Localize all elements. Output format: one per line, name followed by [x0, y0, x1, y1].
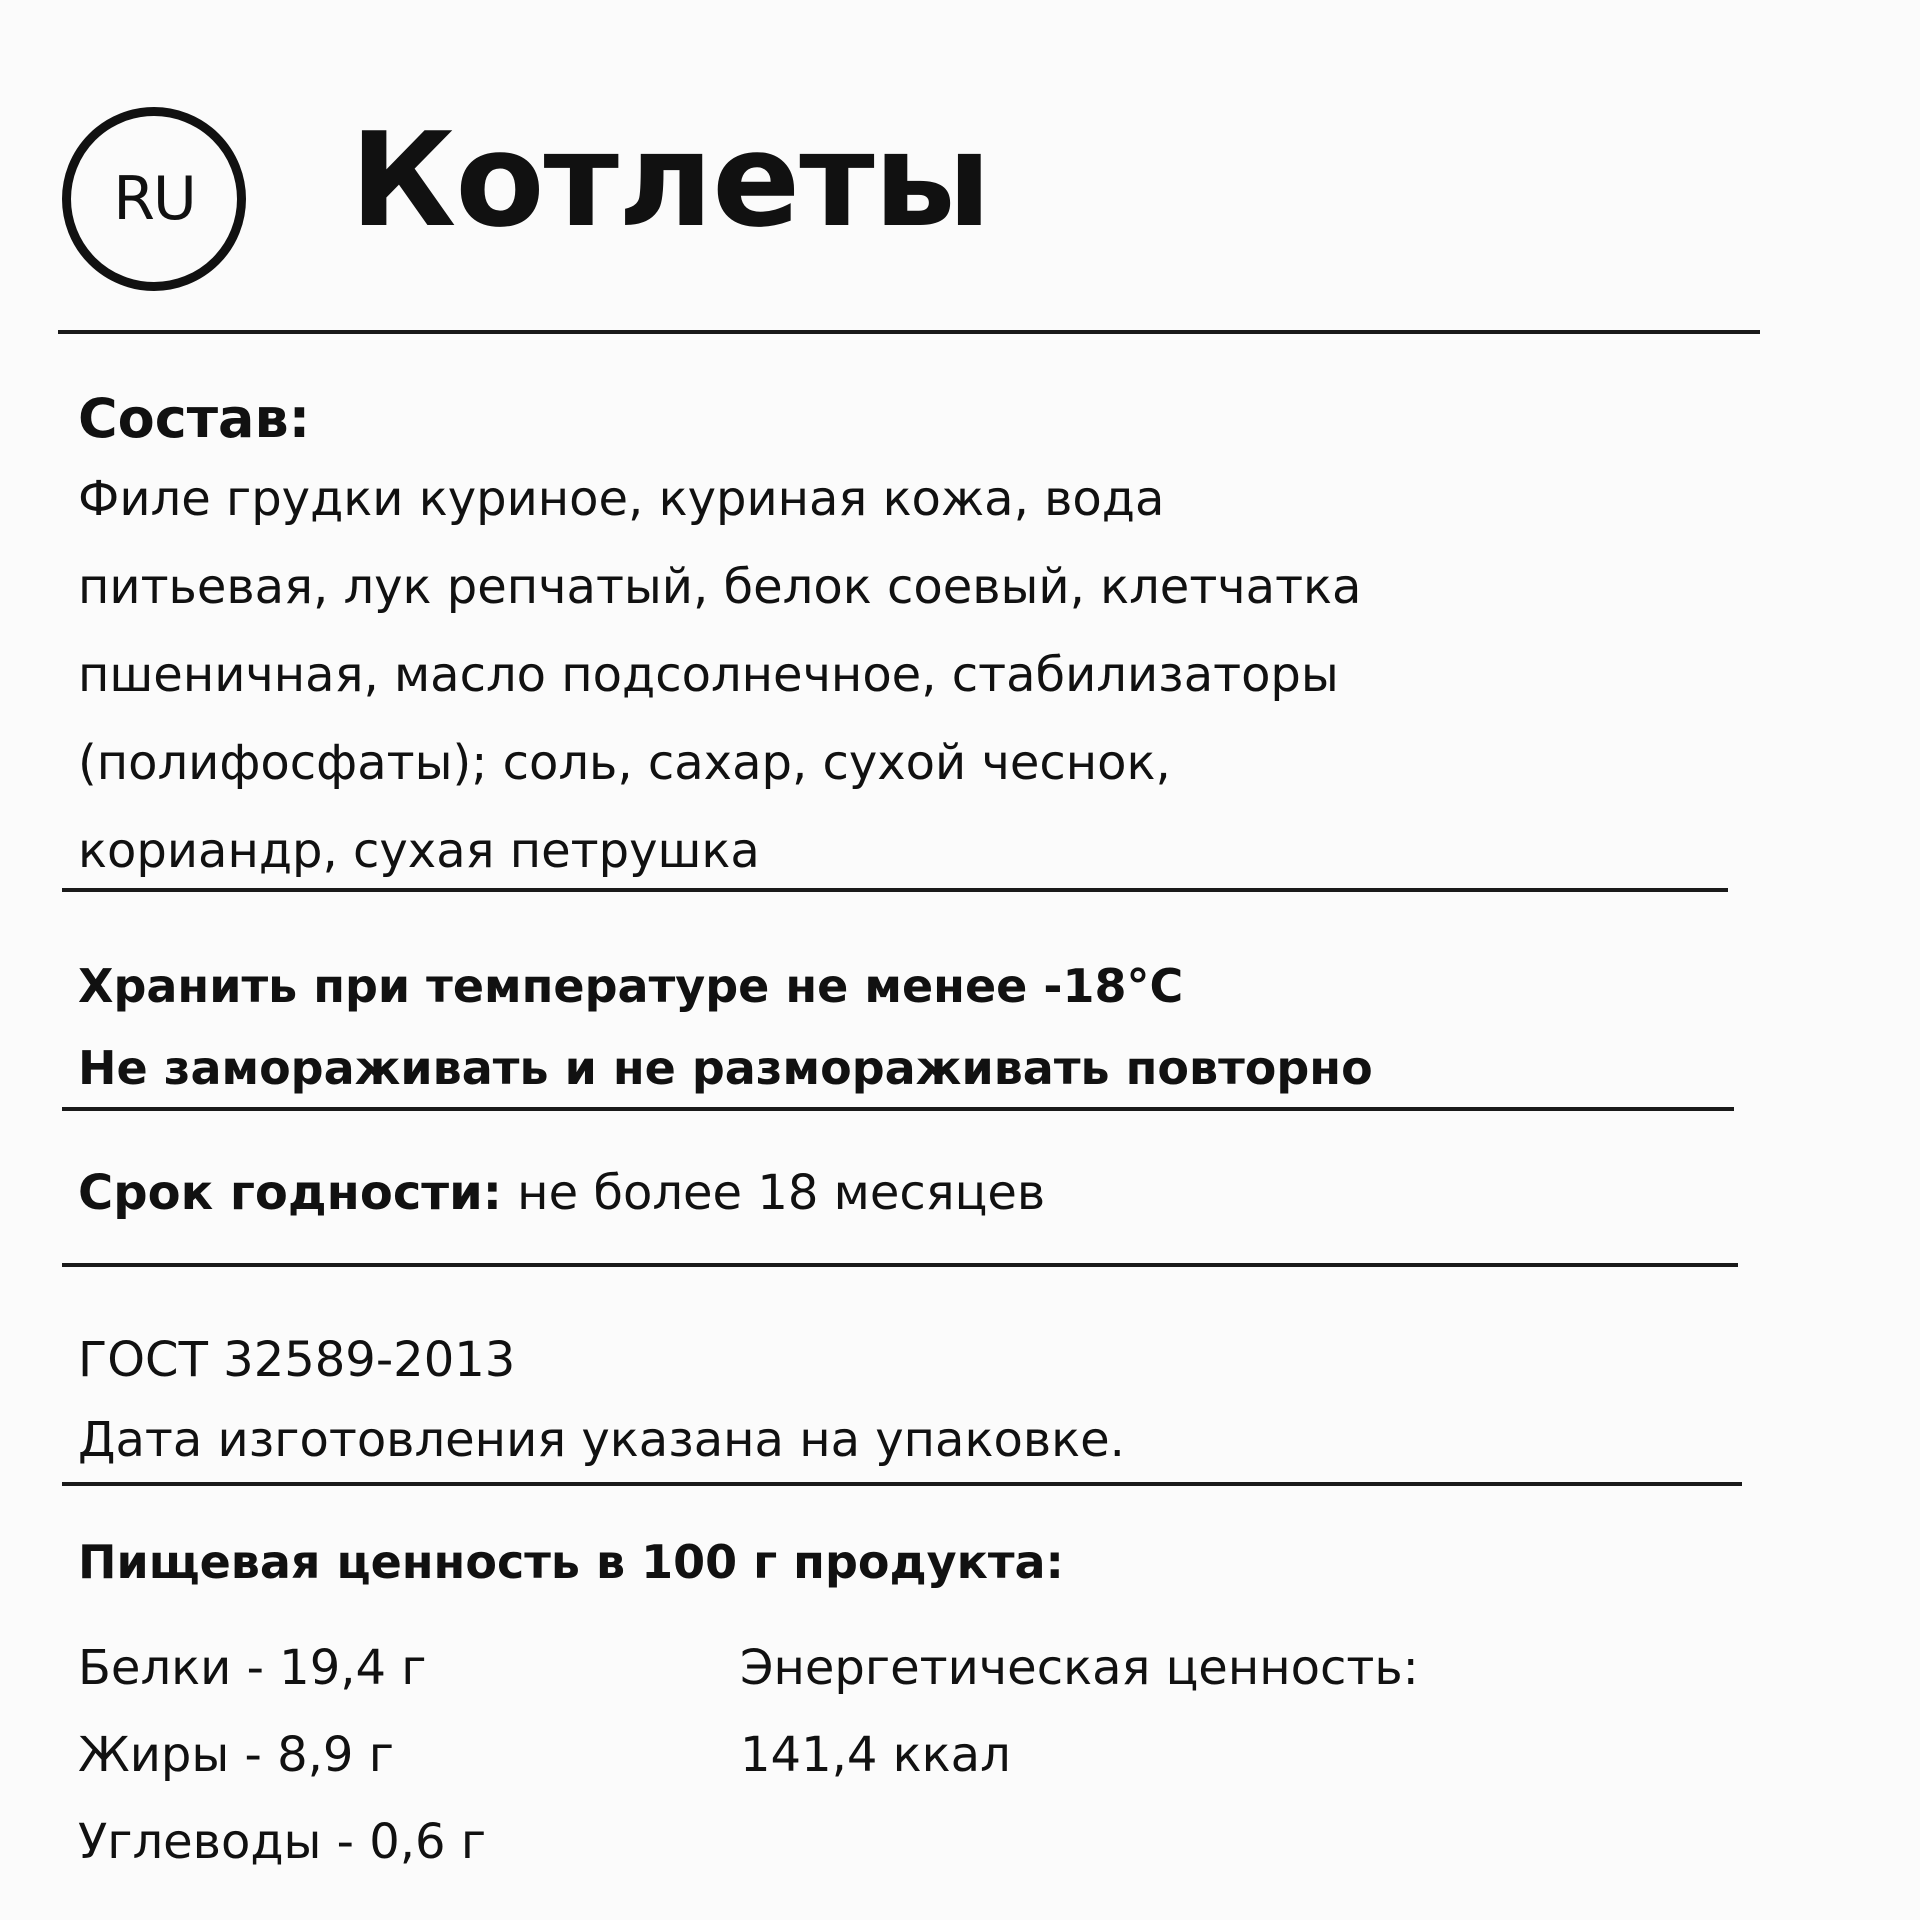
divider-2	[62, 888, 1728, 892]
shelf-life	[78, 1165, 1045, 1221]
nutrition-protein: Белки - 19,4 г	[78, 1640, 427, 1696]
composition-text	[78, 455, 1361, 895]
standard-info	[78, 1320, 1125, 1480]
gost-number: ГОСТ 32589-2013	[78, 1332, 516, 1388]
storage-conditions	[78, 945, 1373, 1109]
nutrition-heading: Пищевая ценность в 100 г продукта:	[78, 1535, 1064, 1589]
divider-3	[62, 1107, 1734, 1111]
ru-language-badge	[62, 107, 246, 291]
divider-5	[62, 1482, 1742, 1486]
shelf-life-value: не более 18 месяцев	[501, 1165, 1046, 1221]
shelf-life-label: Срок годности:	[78, 1165, 502, 1221]
ru-badge-text: RU	[113, 164, 195, 234]
production-date-note: Дата изготовления указана на упаковке.	[78, 1412, 1125, 1468]
composition-heading: Состав:	[78, 387, 311, 450]
composition-line-4: (полифосфаты); соль, сахар, сухой чеснок,	[78, 735, 1171, 791]
storage-temperature: Хранить при температуре не менее -18°С	[78, 959, 1184, 1013]
composition-line-2: питьевая, лук репчатый, белок соевый, клетчатка	[78, 559, 1362, 615]
nutrition-energy	[740, 1625, 1419, 1799]
divider-4	[62, 1263, 1738, 1267]
nutrition-fat: Жиры - 8,9 г	[78, 1727, 394, 1783]
composition-line-5: кориандр, сухая петрушка	[78, 823, 760, 879]
nutrition-carbs: Углеводы - 0,6 г	[78, 1814, 487, 1870]
composition-line-1: Филе грудки куриное, куриная кожа, вода	[78, 471, 1165, 527]
product-title: Котлеты	[350, 104, 991, 256]
nutrition-macros	[78, 1625, 486, 1886]
energy-label: Энергетическая ценность:	[740, 1640, 1419, 1696]
composition-line-3: пшеничная, масло подсолнечное, стабилизаторы	[78, 647, 1339, 703]
divider-1	[58, 330, 1760, 334]
storage-no-refreeze: Не замораживать и не размораживать повторно	[78, 1041, 1373, 1095]
energy-value: 141,4 ккал	[740, 1727, 1011, 1783]
